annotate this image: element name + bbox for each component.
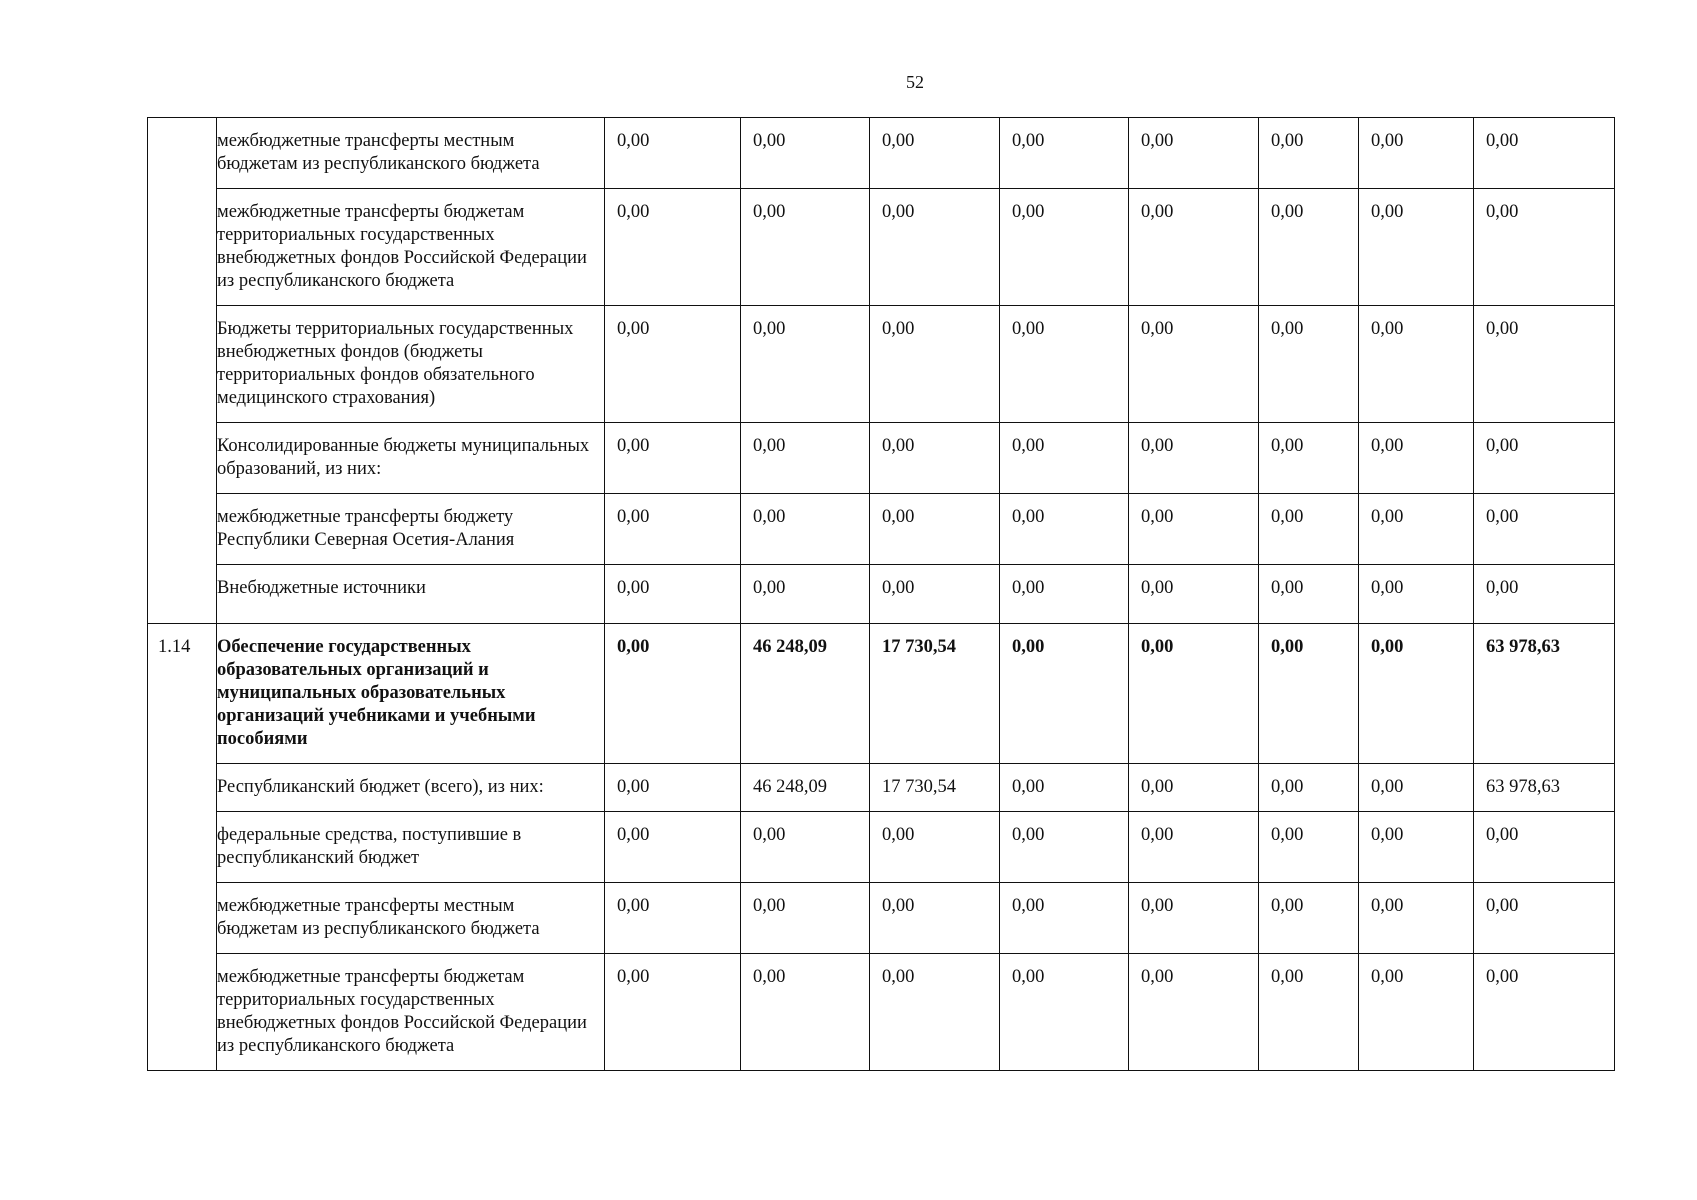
value-cell: 0,00 bbox=[1359, 812, 1474, 883]
table-row bbox=[148, 189, 1615, 306]
table-row bbox=[148, 812, 1615, 883]
value-cell: 0,00 bbox=[1359, 494, 1474, 565]
value-cell: 0,00 bbox=[1359, 565, 1474, 624]
table-row bbox=[148, 306, 1615, 423]
value-cell: 0,00 bbox=[1359, 118, 1474, 189]
value-cell: 0,00 bbox=[741, 306, 870, 423]
value-cell: 0,00 bbox=[1474, 494, 1615, 565]
page-number: 52 bbox=[906, 72, 924, 92]
value-cell: 0,00 bbox=[1474, 189, 1615, 306]
row-name-cell: межбюджетные трансферты местным бюджетам из республиканского бюджета bbox=[217, 118, 605, 189]
row-name-cell: межбюджетные трансферты бюджетам территориальных государственных внебюджетных фондов Российской Федерации из республиканского бюджета bbox=[217, 189, 605, 306]
value-cell: 0,00 bbox=[605, 624, 741, 764]
value-cell: 0,00 bbox=[1129, 494, 1259, 565]
budget-table bbox=[147, 117, 1615, 1071]
value-cell: 0,00 bbox=[1259, 494, 1359, 565]
value-cell: 0,00 bbox=[741, 883, 870, 954]
table-row bbox=[148, 954, 1615, 1071]
value-cell: 0,00 bbox=[1129, 423, 1259, 494]
value-cell: 0,00 bbox=[605, 494, 741, 565]
value-cell: 0,00 bbox=[870, 954, 1000, 1071]
value-cell: 0,00 bbox=[1259, 565, 1359, 624]
value-cell: 0,00 bbox=[870, 189, 1000, 306]
table-row bbox=[148, 565, 1615, 624]
value-cell: 0,00 bbox=[1000, 883, 1129, 954]
value-cell: 0,00 bbox=[1000, 764, 1129, 812]
value-cell: 0,00 bbox=[1000, 118, 1129, 189]
value-cell: 17 730,54 bbox=[870, 764, 1000, 812]
value-cell: 0,00 bbox=[741, 118, 870, 189]
row-name-cell: Консолидированные бюджеты муниципальных образований, из них: bbox=[217, 423, 605, 494]
value-cell: 0,00 bbox=[1359, 624, 1474, 764]
value-cell: 0,00 bbox=[1359, 954, 1474, 1071]
row-code-cell bbox=[148, 118, 217, 624]
row-name-cell: Республиканский бюджет (всего), из них: bbox=[217, 764, 605, 812]
value-cell: 0,00 bbox=[1474, 423, 1615, 494]
value-cell: 0,00 bbox=[1259, 954, 1359, 1071]
table-body bbox=[148, 118, 1615, 1071]
value-cell: 0,00 bbox=[1129, 118, 1259, 189]
value-cell: 0,00 bbox=[1474, 565, 1615, 624]
value-cell: 0,00 bbox=[1129, 565, 1259, 624]
value-cell: 63 978,63 bbox=[1474, 624, 1615, 764]
value-cell: 0,00 bbox=[870, 306, 1000, 423]
value-cell: 0,00 bbox=[1000, 306, 1129, 423]
value-cell: 0,00 bbox=[741, 189, 870, 306]
value-cell: 0,00 bbox=[1259, 118, 1359, 189]
value-cell: 0,00 bbox=[1359, 306, 1474, 423]
value-cell: 0,00 bbox=[1359, 189, 1474, 306]
value-cell: 0,00 bbox=[1129, 306, 1259, 423]
value-cell: 0,00 bbox=[1000, 565, 1129, 624]
value-cell: 0,00 bbox=[1259, 812, 1359, 883]
value-cell: 0,00 bbox=[605, 883, 741, 954]
value-cell: 0,00 bbox=[1474, 812, 1615, 883]
value-cell: 0,00 bbox=[1000, 494, 1129, 565]
value-cell: 0,00 bbox=[1474, 883, 1615, 954]
value-cell: 0,00 bbox=[1259, 189, 1359, 306]
value-cell: 0,00 bbox=[1474, 306, 1615, 423]
value-cell: 0,00 bbox=[1474, 954, 1615, 1071]
value-cell: 0,00 bbox=[870, 423, 1000, 494]
value-cell: 0,00 bbox=[1129, 883, 1259, 954]
value-cell: 0,00 bbox=[1129, 624, 1259, 764]
row-name-cell: Внебюджетные источники bbox=[217, 565, 605, 624]
value-cell: 0,00 bbox=[1359, 764, 1474, 812]
row-name-cell: межбюджетные трансферты местным бюджетам из республиканского бюджета bbox=[217, 883, 605, 954]
value-cell: 0,00 bbox=[870, 494, 1000, 565]
value-cell: 0,00 bbox=[605, 565, 741, 624]
value-cell: 0,00 bbox=[870, 565, 1000, 624]
value-cell: 0,00 bbox=[870, 118, 1000, 189]
value-cell: 46 248,09 bbox=[741, 764, 870, 812]
value-cell: 0,00 bbox=[605, 812, 741, 883]
value-cell: 0,00 bbox=[1000, 189, 1129, 306]
table-row bbox=[148, 494, 1615, 565]
row-name-cell: Бюджеты территориальных государственных внебюджетных фондов (бюджеты территориальных фондов обязательного медицинского страхования) bbox=[217, 306, 605, 423]
value-cell: 0,00 bbox=[1000, 812, 1129, 883]
value-cell: 0,00 bbox=[1129, 764, 1259, 812]
value-cell: 0,00 bbox=[870, 812, 1000, 883]
value-cell: 0,00 bbox=[1000, 423, 1129, 494]
value-cell: 0,00 bbox=[605, 764, 741, 812]
table-row bbox=[148, 423, 1615, 494]
value-cell: 0,00 bbox=[741, 812, 870, 883]
value-cell: 0,00 bbox=[605, 423, 741, 494]
value-cell: 0,00 bbox=[741, 954, 870, 1071]
table-row bbox=[148, 883, 1615, 954]
row-name-cell: межбюджетные трансферты бюджету Республики Северная Осетия-Алания bbox=[217, 494, 605, 565]
value-cell: 0,00 bbox=[1359, 423, 1474, 494]
value-cell: 0,00 bbox=[1259, 883, 1359, 954]
value-cell: 0,00 bbox=[1129, 189, 1259, 306]
value-cell: 0,00 bbox=[1259, 764, 1359, 812]
value-cell: 0,00 bbox=[605, 306, 741, 423]
value-cell: 0,00 bbox=[1259, 624, 1359, 764]
value-cell: 0,00 bbox=[1000, 624, 1129, 764]
value-cell: 0,00 bbox=[1259, 423, 1359, 494]
value-cell: 0,00 bbox=[605, 189, 741, 306]
table-row bbox=[148, 624, 1615, 764]
table-row bbox=[148, 764, 1615, 812]
table-row bbox=[148, 118, 1615, 189]
value-cell: 63 978,63 bbox=[1474, 764, 1615, 812]
value-cell: 0,00 bbox=[1129, 812, 1259, 883]
value-cell: 0,00 bbox=[1129, 954, 1259, 1071]
value-cell: 0,00 bbox=[741, 423, 870, 494]
value-cell: 0,00 bbox=[741, 565, 870, 624]
value-cell: 0,00 bbox=[1474, 118, 1615, 189]
row-name-cell: межбюджетные трансферты бюджетам территориальных государственных внебюджетных фондов Российской Федерации из республиканского бюджета bbox=[217, 954, 605, 1071]
value-cell: 0,00 bbox=[870, 883, 1000, 954]
value-cell: 0,00 bbox=[1000, 954, 1129, 1071]
value-cell: 17 730,54 bbox=[870, 624, 1000, 764]
row-name-cell: Обеспечение государственных образовательных организаций и муниципальных образовательных организаций учебниками и учебными пособиями bbox=[217, 624, 605, 764]
value-cell: 0,00 bbox=[741, 494, 870, 565]
row-name-cell: федеральные средства, поступившие в республиканский бюджет bbox=[217, 812, 605, 883]
value-cell: 0,00 bbox=[605, 954, 741, 1071]
value-cell: 0,00 bbox=[1359, 883, 1474, 954]
row-code-cell: 1.14 bbox=[148, 624, 217, 1071]
value-cell: 0,00 bbox=[605, 118, 741, 189]
value-cell: 0,00 bbox=[1259, 306, 1359, 423]
value-cell: 46 248,09 bbox=[741, 624, 870, 764]
